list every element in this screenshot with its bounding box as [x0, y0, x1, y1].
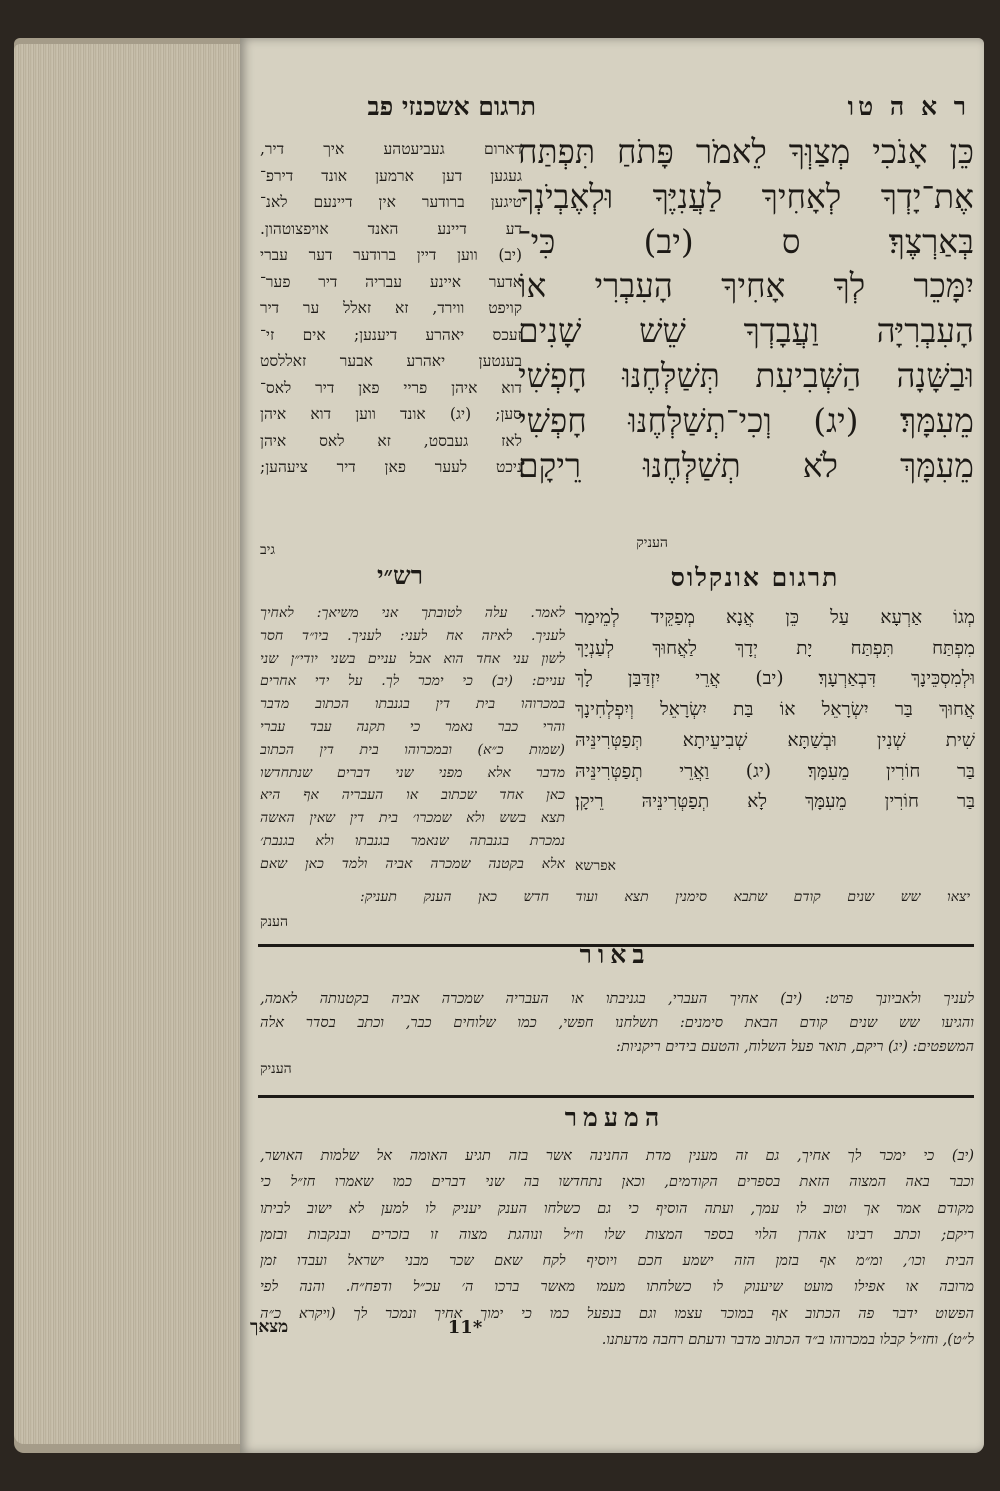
yiddish-line: קויפט ווירד, זא זאלל ער דיר — [260, 299, 522, 317]
meamar-line: מקודם אמר אך וטוב לו עמך, ועתה הוסיף כי גם כשלחו הענק יעניק לו למען לא ישוב לביתו — [260, 1200, 974, 1217]
torah-line: כֵּן אָנֹכִי מְצַוְּךָ לֵאמֹר פָּתֹחַ תִּפְתַּח — [518, 132, 974, 171]
onkelos-catchword: אפרשא — [575, 858, 616, 874]
running-header-left: תרגום אשכנזי פב — [367, 92, 536, 121]
onkelos-line: שִׁית שְׁנִין וּבְשַׁתָּא שְׁבִיעֵיתָא תְּפַטְּרִינֵּיהּ — [575, 729, 975, 751]
onkelos-line: בַּר חוֹרִין מֵעִמָּךְ׃ (יג) וַאֲרֵי תְפַטְּרִינֵּיהּ — [575, 760, 975, 782]
torah-catchword: העניק — [636, 535, 668, 551]
torah-line: אֶת־יָדְךָ לְאָחִיךָ לַעֲנִיֶּךָ וּלְאֶבְיֹנְךָ — [518, 176, 974, 216]
running-header-right: ר א ה טו — [847, 92, 970, 121]
rashi-line: והרי כבר נאמר כי תקנה עבד עברי — [260, 718, 565, 735]
torah-line: מֵעִמָּךְ לֹא תְשַׁלְּחֶנּוּ רֵיקָם׃ — [518, 445, 974, 485]
onkelos-heading: תרגום אונקלוס — [670, 563, 840, 592]
yiddish-line: ניכט לעער פאן דיר ציעהען; — [260, 458, 522, 476]
rashi-line: אלא בקטנה שמכרה אביה ולמד כאן שאם — [260, 855, 565, 872]
yiddish-catchword: גיב — [260, 542, 276, 558]
yiddish-line: דארום געביעטהע איך דיר, — [260, 140, 522, 158]
meamar-line: ריקם; וכתב רבינו אהרן הלוי בספר המצות שלו וז״ל ונוהגת מצוה זו בזכרים ובנקבות ובזמן — [260, 1226, 974, 1243]
rashi-heading: רש״י — [376, 561, 424, 590]
rashi-line: לשון עני אחד הוא אבל עניים בשני יודי״ן שני — [260, 650, 565, 667]
yiddish-line: (יב) ווען דיין ברודער דער עברי — [260, 246, 522, 264]
onkelos-line: בַּר חוֹרִין מֵעִמָּךְ לָא תְפַטְּרִינֵּיהּ רֵיקָן׃ — [575, 791, 975, 813]
onkelos-text-block — [575, 603, 975, 818]
rashi-line: עניים: (יב) כי ימכר לך. על ידי אחרים — [260, 673, 565, 690]
yiddish-translation-block — [260, 136, 522, 481]
page-catchword: מצאך — [250, 1317, 289, 1337]
yiddish-line: בענטען יאהרע אבער זאללסט — [260, 352, 522, 370]
meamar-line: הבית וכו׳, ומ״מ אף בזמן הזה ישמע חכם ויוסיף לקח שאם שכר מבני ישראל ועבדו זמן — [260, 1253, 974, 1270]
rashi-text-block — [260, 602, 565, 876]
yiddish-line: לאז געבסט, זא לאס איהן — [260, 431, 522, 450]
rashi-line: יצאו שש שנים קודם שתבא סימנין תצא ועוד חדש כאן הענק תעניק: — [360, 889, 970, 905]
meamar-text-block — [260, 1143, 974, 1353]
torah-line: וּבַשָּׁנָה הַשְּׁבִיעִת תְּשַׁלְּחֶנּוּ חָפְשִׁי — [518, 355, 974, 395]
rashi-line: לעניך. לאיזה אח לעני: לעניך. ביו״ד חסר — [260, 627, 565, 644]
onkelos-line: מִפְתַּח תִּפְתַּח יָת יְדָךְ לַאֲחוּךְ לְעַנְיָךְ — [575, 637, 975, 659]
torah-line: הָעִבְרִיָּה וַעֲבָדְךָ שֵׁשׁ שָׁנִים — [518, 311, 974, 351]
rashi-line: (שמות כ״א) ובמכרוהו בית דין הכתוב — [260, 741, 565, 758]
yiddish-line: טיגען ברודער אין דיינעם לאנ־ — [260, 193, 522, 211]
rashi-line: מדבר אלא מפני שני דברים שנתחדשו — [260, 764, 565, 781]
yiddish-line: געגען דען ארמען אונד דירפ־ — [260, 166, 522, 185]
book-page — [240, 38, 984, 1453]
biur-line: המשפטים: (יג) ריקם, תואר פעל השלוח, והטעם בידים ריקניות: — [616, 1039, 974, 1055]
torah-line: מֵעִמָּךְ׃ (יג) וְכִי־תְשַׁלְּחֶנּוּ חָפְשִׁי — [518, 400, 974, 440]
rashi-line: נמכרת בגנבתה שנאמר בגנבתו ולא בגנבת׳ — [260, 832, 565, 849]
rashi-line: כאן אחד שכתוב או העבריה אף היא — [260, 787, 565, 804]
page-edges — [14, 44, 240, 1444]
meamar-line: מרובה או אפילו מועט שיענוק לו כשלחתו מעמו מאשר ברכו ה׳ עכ״ל ודפח״ח. והנה לפי — [260, 1279, 974, 1296]
rashi-line: לאמר. עלה לטובתך אני משיאך: לאחיך — [260, 605, 565, 621]
torah-line: בְּאַרְצֶךָ׃ ס (יב) כִּי־ — [518, 221, 974, 261]
meamar-heading: המעמר — [564, 1103, 666, 1132]
rashi-continuation — [360, 886, 970, 908]
yiddish-line: סען; (יג) אונד ווען דוא איהן — [260, 405, 522, 423]
biur-line: והגיעו שש שנים קודם הבאת סימנים: תשלחנו חפשי, כמו שלוחים כבר, וכתב בסדר אלה — [260, 1015, 974, 1031]
torah-text-block — [518, 130, 974, 488]
signature-mark: 11* — [447, 1317, 483, 1338]
open-book — [14, 38, 984, 1453]
onkelos-line: מְגוֹ אַרְעָא עַל כֵּן אֲנָא מְפַקֵּיד לְמֵימַר — [575, 607, 975, 628]
biur-catchword: העניק — [260, 1061, 292, 1077]
yiddish-line: דוא איהן פריי פאן דיר לאס־ — [260, 378, 522, 397]
torah-line: יִמָּכֵר לְךָ אָחִיךָ הָעִבְרִי אוֹ — [518, 266, 974, 306]
meamar-line: וכבר באה המצוה הזאת בספרים הקודמים, וכאן נתחדשו בה שני דברים כמו שאמרו חז״ל כי — [260, 1174, 974, 1191]
rashi-line: במכרוהו בית דין בגנבתו הכתוב מדבר — [260, 696, 565, 713]
onkelos-line: אֲחוּךְ בַּר יִשְׂרָאֵל אוֹ בַּת יִשְׂרָאֵל וְיִפְלְחִינָךְ — [575, 699, 975, 721]
biur-heading: באור — [579, 940, 651, 969]
onkelos-line: וּלְמִסְכֵּינָךְ דִּבְאַרְעָךְ׃ (יב) אֲרֵי יִזְדַּבַּן לָךְ — [575, 668, 975, 690]
rashi-catchword: הענק — [260, 914, 289, 930]
yiddish-line: אדער איינע עבריה דיר פער־ — [260, 272, 522, 291]
rashi-line: תצא בשש ולא שמכרו׳ בית דין שאין האשה — [260, 810, 565, 827]
biur-line: לעניך ולאביונך פרט: (יב) אחיך העברי, בגניבתו או העבריה שמכרה אביה בקטנותה לאמה, — [260, 991, 974, 1007]
meamar-line: (יב) כי ימכר לך אחיך, גם זה מענין מדת החנינה אשר בזה תגיע האומה אל שלמות האושר, — [260, 1148, 974, 1164]
meamar-line: ל״ט), וחז״ל קבלו במכרוהו ב״ד הכתוב מדבר ודעתם רחבה מדעתנו. — [601, 1332, 974, 1349]
section-divider — [258, 1095, 974, 1098]
biur-text-block — [260, 987, 974, 1059]
meamar-line: הפשוט ידבר פה הכתוב אף במוכר עצמו וגם בנפעל כמו כי ימוך אחיך ונמכר לך (ויקרא כ״ה — [260, 1305, 974, 1322]
yiddish-line: זעכס יאהרע דיענען; אים זי־ — [260, 325, 522, 344]
yiddish-line: דע דיינע האנד אויפצוטהון. — [260, 219, 522, 238]
